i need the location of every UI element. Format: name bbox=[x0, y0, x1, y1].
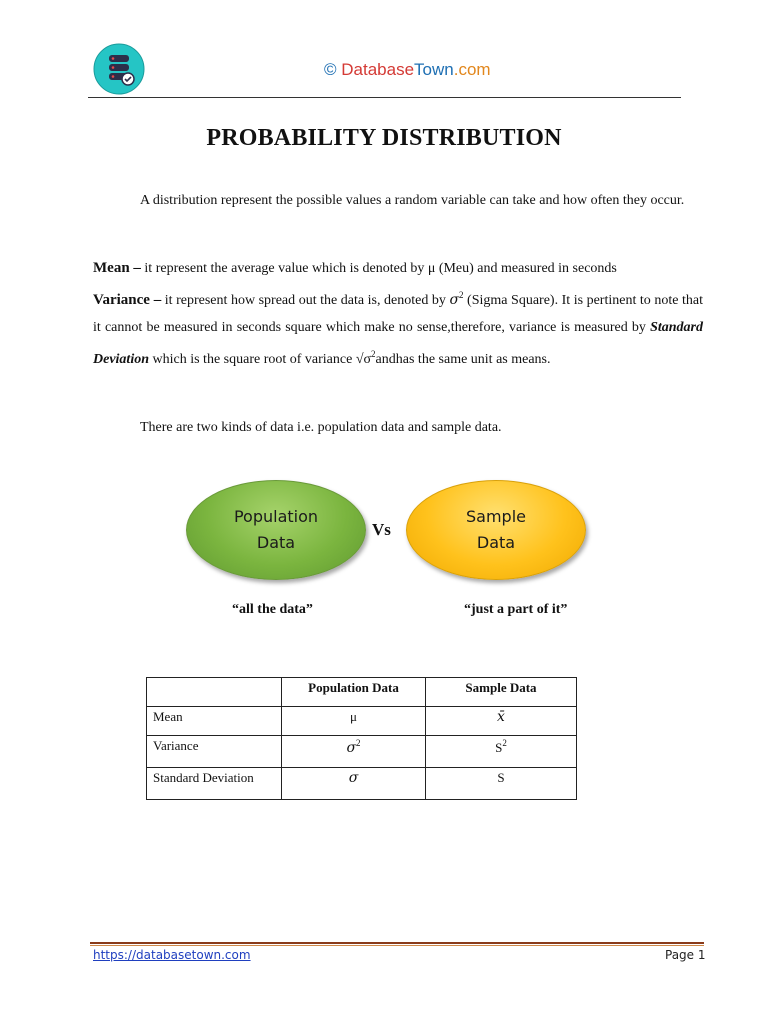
sqrt-exponent: 2 bbox=[371, 349, 376, 359]
sample-label-line2: Data bbox=[476, 533, 516, 552]
sample-cell: S bbox=[426, 768, 577, 800]
variance-text-2: (Sigma Square). It is pertinent to note that it cannot be measured in seconds square which make no sense,therefore, variance is measured by bbox=[93, 293, 703, 335]
sample-exponent: 2 bbox=[502, 738, 507, 748]
table-row bbox=[147, 736, 577, 768]
population-exponent: 2 bbox=[356, 738, 361, 748]
table-header-cell bbox=[147, 678, 282, 707]
comparison-table bbox=[146, 677, 577, 800]
definitions-paragraph bbox=[93, 255, 703, 373]
variance-text-4: andhas the same unit as means. bbox=[375, 352, 551, 367]
page-number: Page 1 bbox=[665, 948, 706, 962]
sample-caption: “just a part of it” bbox=[464, 602, 568, 617]
header-divider bbox=[88, 97, 681, 98]
population-label-line2: Data bbox=[256, 533, 296, 552]
table-header-cell: Sample Data bbox=[426, 678, 577, 707]
mean-label: Mean – bbox=[93, 260, 141, 276]
population-label-line1: Population bbox=[233, 507, 319, 526]
sigma-exponent: 2 bbox=[459, 290, 464, 300]
row-label: Variance bbox=[147, 736, 282, 768]
population-data-ellipse bbox=[186, 480, 366, 580]
footer-divider bbox=[90, 942, 704, 944]
brand-part-town: Town bbox=[414, 60, 454, 79]
footer-website-link[interactable]: https://databasetown.com bbox=[93, 948, 251, 962]
page-title: PROBABILITY DISTRIBUTION bbox=[206, 125, 562, 151]
row-label: Standard Deviation bbox=[147, 768, 282, 800]
variance-text-3: which is the square root of variance √σ bbox=[149, 352, 372, 367]
sigma-symbol: σ bbox=[449, 292, 459, 308]
row-label: Mean bbox=[147, 707, 282, 736]
sample-cell bbox=[426, 707, 577, 736]
sample-symbol: S bbox=[495, 740, 503, 755]
sample-data-ellipse bbox=[406, 480, 586, 580]
variance-definition bbox=[93, 282, 703, 373]
brand-part-database: Database bbox=[341, 60, 415, 79]
intro-paragraph: A distribution represent the possible values a random variable can take and how often they occur. bbox=[140, 193, 685, 208]
variance-label: Variance – bbox=[93, 292, 162, 308]
table-row bbox=[147, 768, 577, 800]
population-symbol: σ bbox=[348, 770, 359, 786]
sample-label-line1: Sample bbox=[466, 507, 526, 526]
table-header-row bbox=[147, 678, 577, 707]
population-cell bbox=[282, 768, 426, 800]
mean-text: it represent the average value which is denoted by μ (Meu) and measured in seconds bbox=[140, 261, 617, 276]
sample-symbol: x̄ bbox=[497, 709, 505, 725]
brand-name bbox=[324, 60, 491, 80]
table-header-cell: Population Data bbox=[282, 678, 426, 707]
variance-text-1: it represent how spread out the data is, denoted by bbox=[161, 293, 450, 308]
population-caption: “all the data” bbox=[232, 602, 313, 617]
database-icon bbox=[92, 42, 146, 96]
copyright-symbol: © bbox=[324, 60, 337, 79]
brand-part-com: .com bbox=[453, 60, 491, 79]
vs-label: Vs bbox=[372, 520, 391, 539]
table-row bbox=[147, 707, 577, 736]
data-kinds-paragraph: There are two kinds of data i.e. population data and sample data. bbox=[140, 420, 502, 435]
population-cell: μ bbox=[282, 707, 426, 736]
population-symbol: σ bbox=[346, 740, 357, 756]
mean-definition bbox=[93, 255, 703, 282]
std-dev-term: Standard Deviation bbox=[93, 320, 703, 367]
population-cell bbox=[282, 736, 426, 768]
footer-divider-accent bbox=[90, 945, 704, 946]
sample-cell bbox=[426, 736, 577, 768]
